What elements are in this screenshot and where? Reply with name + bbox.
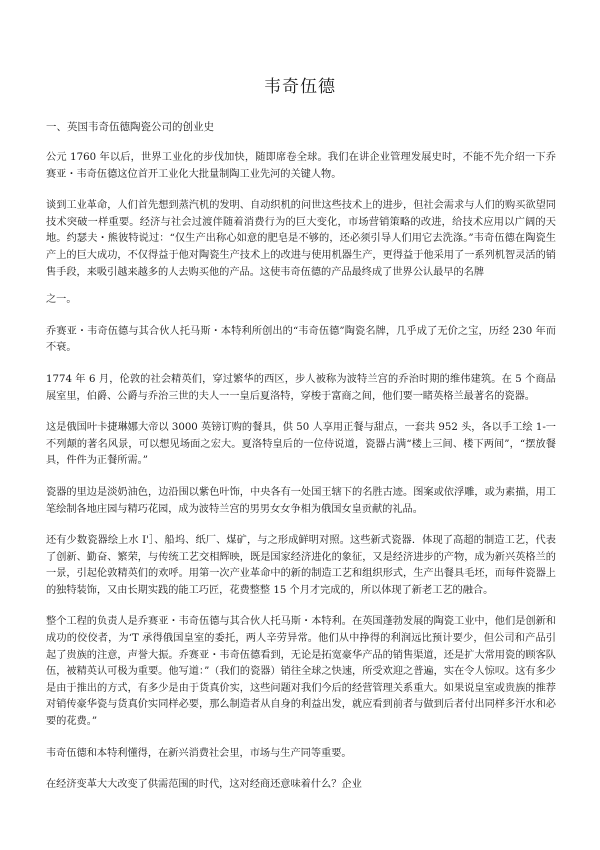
paragraph-industrial-revolution: 谈到工业革命，人们首先想到蒸汽机的发明、自动织机的问世这些技术上的进步，但社会需求与人们的购买欲望同技术突破一样重要。经济与社会过渡伴随着消费行为的巨大变化，市场营销策略的改进，给技术应用以广阔的天地。约瑟夫・熊彼特说过：“仅生产出称心如意的肥皂是不够的，还必须引导人们用它去洗涤。”韦奇伍德在陶瓷生产上的巨大成功，不仅得益于他对陶瓷生产技术上的改进与使用机器生产，更得益于他采用了一系列机智灵活的销售手段，来吸引越来越多的人去购买他的产品。这使韦奇伍德的产品最终成了世界公认最早的名牌 <box>46 200 556 278</box>
paragraph-project-leaders: 整个工程的负责人是乔赛亚・韦奇伍德与其合伙人托马斯・本特利。在英国蓬勃发展的陶瓷工业中，他们是创新和成功的佼佼者，为‘T 承得俄国皇室的委托，两人辛劳异常。他们从中挣得的利润远比预计要少，但公司和产品引起了贵族的注意，声誉大振。乔赛亚・韦奇伍德看到，无论是拓宽豪华产品的销售渠道，还是扩大常用瓷的顾客队伍，被精英认可极为重要。他写道：”（我们的瓷器）销往全球之快速，所受欢迎之普遍，实在令人惊叹。这有多少是由于推出的方式，有多少是由于货真价实，这些问题对我们今后的经营管理关系重大。如果说皇室或贵族的推荐对销传豪华瓷与货真价实同样必要，那么制造者从自身的利益出发，就应看到前者与做到后者付出同样多汗水和必要的花费。” <box>46 616 556 728</box>
paragraph-1774-exhibition: 1774 年 6 月，伦敦的社会精英们，穿过繁华的西区，步人被称为波特兰宫的乔治时期的维伟建筑。在 5 个商品展室里，伯爵、公爵与乔治三世的夫人一一皇后夏洛特，穿梭于富商之间，他们要一睹英格兰最著名的瓷器。 <box>46 373 556 402</box>
paragraph-decoration: 瓷器的里边是淡奶油色，边沿围以紫色叶饰，中央各有一处国王辖下的名胜古迹。图案或依浮雕，或为素描，用工笔绘制各地庄园与精巧花园，成为波特兰宫的男男女女争相为俄国女皇贡献的礼品。 <box>46 486 556 515</box>
paragraph-continuation: 之一。 <box>46 294 77 306</box>
paragraph-russian-order: 这是俄国叶卡捷琳娜大帝以 3000 英镑订购的餐具，供 50 人享用正餐与甜点，一套共 952 头，各以手工绘 1-一不列颠的著名风景，可以想见场面之宏大。夏洛特皇后的一位侍说道，瓷器占满“楼上三间、楼下两间”，“摆放餐具，件件为正餐所需。” <box>46 422 556 467</box>
paragraph-intro: 公元 1760 年以后，世界工业化的步伐加快，随即席卷全球。我们在讲企业管理发展史时，不能不先介绍一下乔赛亚・韦奇伍德这位首开工业化大批量制陶工业先河的关键人物。 <box>46 152 556 180</box>
paragraph-market: 韦奇伍德和本特利懂得，在新兴消费社会里，市场与生产同等重要。 <box>46 747 352 759</box>
section-heading: 一、英国韦奇伍德陶瓷公司的创业史 <box>46 121 214 133</box>
paragraph-new-craft: 还有少数瓷器绘上水 I'］、船坞、纸厂、煤矿，与之形成鲜明对照。这些新式瓷器．体现了高超的制造工艺，代表了创新、勤奋、繁荣，与传统工艺交相辉映，既是国家经济进化的象征，又是经济进步的产物，成为新兴英格兰的一景，引起伦敦精英们的欢呼。用第一次产业革命中的新的制造工艺和组织形式，生产出餐具毛坯，而每件瓷器上的独特装饰，又由长期实践的能工巧匠，花费整整 15 个月才完成的，所以体现了新老工艺的融合。 <box>46 535 556 596</box>
document-body <box>46 150 556 809</box>
paragraph-brand: 乔赛亚・韦奇伍德与其合伙人托马斯・本特利所创出的“韦奇伍德”陶瓷名牌，几乎成了无价之宝，历经 230 年而不衰。 <box>46 325 556 354</box>
paragraph-closing: 在经济变革大大改变了供需范围的时代，这对经商还意味着什么？企业 <box>46 779 362 791</box>
document-title: 韦奇伍德 <box>264 77 336 97</box>
